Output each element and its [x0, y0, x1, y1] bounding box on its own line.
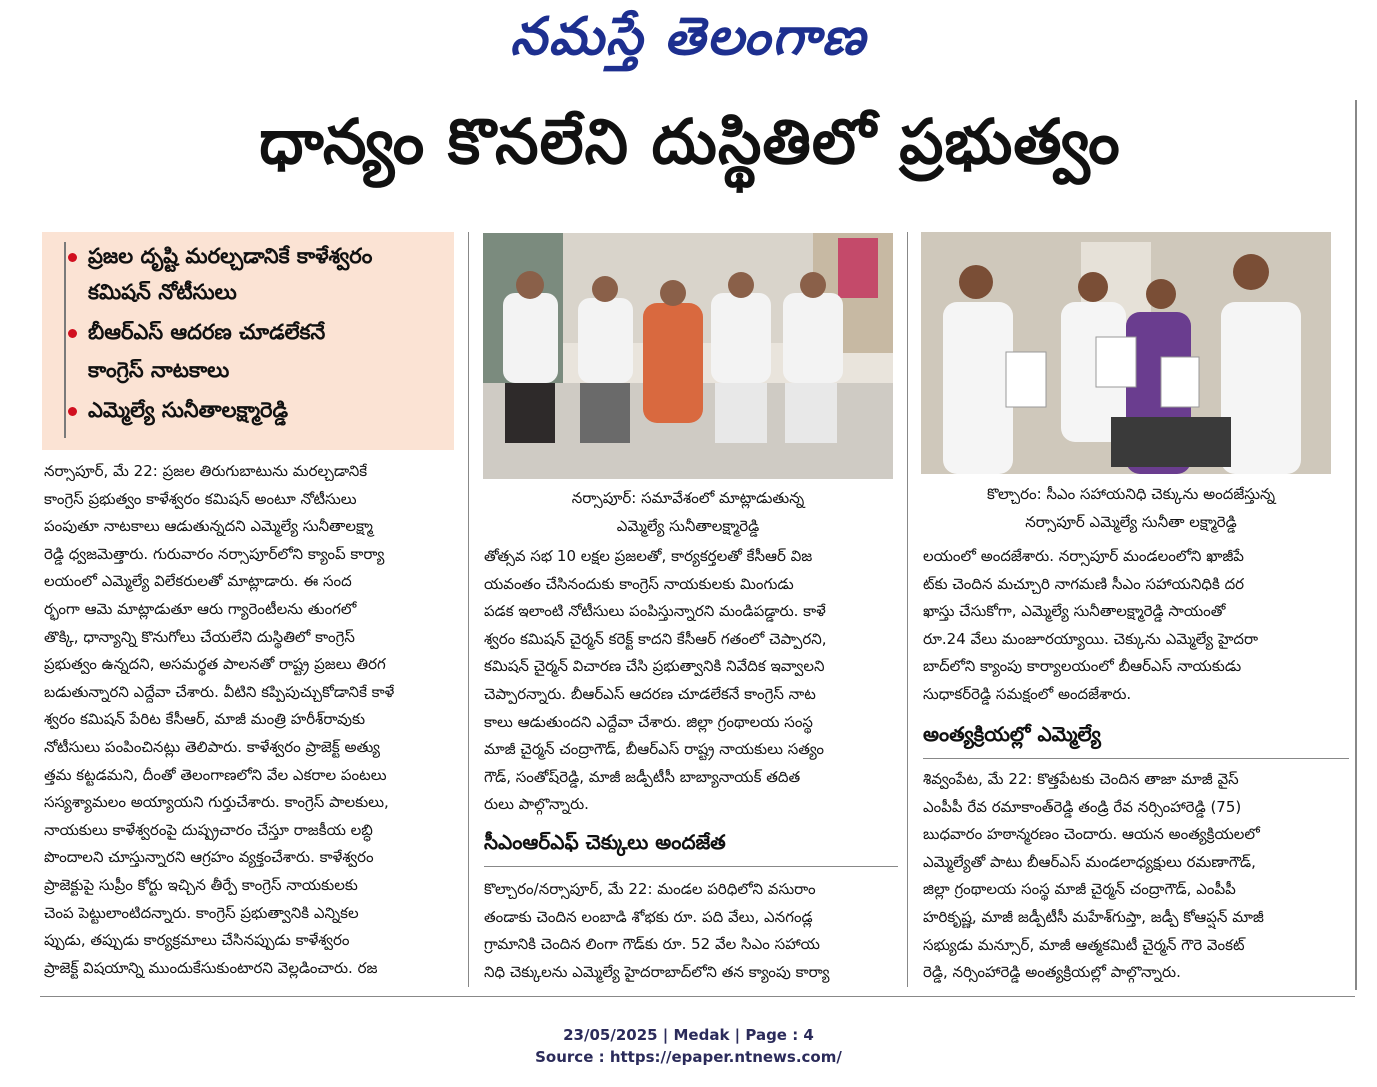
text-line: రెడ్డి, నర్సింహారెడ్డి అంత్యక్రియల్లో పాల్గొన్నారు. [923, 963, 1181, 982]
highlights-divider [64, 242, 66, 438]
footer-source: Source : https://epaper.ntnews.com/ [535, 1048, 842, 1066]
text-line: ప్రాజెక్ట్ విషయాన్ని ముందుకేసుకుంటారని వెల్లడించారు. రజ [44, 958, 378, 977]
page-cut-rule [40, 996, 1355, 997]
text-line: గ్రామానికి చెందిన లింగా గౌడ్‌కు రూ. 52 వేల సిఎం సహాయ [484, 935, 820, 954]
highlight-text: కాంగ్రెస్ నాటకాలు [88, 358, 230, 382]
text-line: నోటీసులు పంపించినట్లు తెలిపారు. కాళేశ్వరం ప్రాజెక్ట్ అత్యు [44, 737, 381, 756]
text-line: పడక ఇలాంటి నోటీసులు పంపిస్తున్నారని మండిపడ్డారు. కాళే [484, 602, 826, 621]
bullet-icon [68, 407, 77, 416]
text-line: త్తమ కట్టడమని, దీంతో తెలంగాణలోని వేల ఎకరాల పంటలు [44, 765, 387, 784]
subhead-funeral: అంత్యక్రియల్లో ఎమ్మెల్యే [923, 722, 1101, 746]
text-line: తొక్కి, ధాన్యాన్ని కొనుగోలు చేయలేని దుస్థితిలో కాంగ్రెస్ [44, 627, 355, 646]
article-column-3b [923, 766, 1349, 990]
highlight-item [88, 392, 288, 428]
highlight-text: ఎమ్మెల్యే సునీతాలక్ష్మారెడ్డి [88, 398, 289, 422]
highlight-text: బీఆర్ఎస్ ఆదరణ చూడలేకనే [88, 320, 326, 344]
text-line: పంపుతూ నాటకాలు ఆడుతున్నదని ఎమ్మెల్యే సునీతాలక్ష్మా [44, 517, 373, 536]
meeting-photo [483, 233, 893, 479]
meeting-photo-illustration [483, 233, 893, 479]
subhead-rule [923, 758, 1349, 759]
highlight-item [88, 352, 229, 388]
footer-date-edition: 23/05/2025 | Medak | Page : 4 [563, 1026, 814, 1044]
caption-line: ఎమ్మెల్యే సునీతాలక్ష్మారెడ్డి [616, 517, 760, 535]
text-line: శివ్వంపేట, మే 22: కొత్తపేటకు చెందిన తాజా మాజీ వైస్ [923, 770, 1239, 788]
text-line: సస్యశ్యామలం అయ్యాయని గుర్తుచేశారు. కాంగ్రెస్ పాలకులు, [44, 793, 389, 812]
article-column-1 [44, 458, 460, 986]
highlight-item [88, 238, 372, 274]
caption-line: నర్సాపూర్: సమావేశంలో మాట్లాడుతున్న [571, 489, 805, 507]
text-line: రులు పాల్గొన్నారు. [484, 795, 589, 814]
text-line: ప్రాజెక్టుపై సుప్రీం కోర్టు ఇచ్చిన తీర్పే కాంగ్రెస్ నాయకులకు [44, 875, 358, 894]
subhead-cmrf: సీఎంఆర్ఎఫ్ చెక్కులు అందజేత [484, 830, 726, 854]
text-line: ఖాస్తు చేసుకోగా, ఎమ్మెల్యే సునీతాలక్ష్మారెడ్డి సాయంతో [923, 602, 1226, 621]
text-line: సభ్యుడు మన్సూర్, మాజీ ఆత్మకమిటీ చైర్మన్ గౌరె వెంకట్ [923, 935, 1245, 954]
text-line: బడుతున్నారని ఎద్దేవా చేశారు. వీటిని కప్పిపుచ్చుకోడానికే కాళే [44, 682, 395, 701]
text-line: కాంగ్రెస్ ప్రభుత్వం కాళేశ్వరం కమిషన్ అంటూ నోటీసులు [44, 489, 357, 508]
text-line: తోత్సవ సభ 10 లక్షల ప్రజలతో, కార్యకర్తలతో కేసీఆర్ విజ [484, 547, 813, 565]
text-line: శ్వరం కమిషన్ పేరిట కేసీఆర్, మాజీ మంత్రి హరీశ్‌రావుకు [44, 710, 366, 729]
column-divider [468, 232, 469, 987]
highlight-text: ప్రజల దృష్టి మరల్చడానికే కాళేశ్వరం [88, 244, 373, 268]
text-line: యవంతం చేసినందుకు కాంగ్రెస్ నాయకులకు మింగుడు [484, 574, 794, 593]
masthead-logo: నమస్తే తెలంగాణ [510, 6, 867, 67]
article-column-3a [923, 543, 1349, 711]
text-line: సుధాకర్‌రెడ్డి సమక్షంలో అందజేశారు. [923, 684, 1132, 703]
highlight-item [88, 274, 237, 310]
text-line: ప్రభుత్వం ఉన్నదని, అసమర్థత పాలనతో రాష్ట్ర ప్రజలు తిరగ [44, 655, 386, 674]
text-line: కాలు ఆడుతుందని ఎద్దేవా చేశారు. జిల్లా గ్రంథాలయ సంస్థ [484, 712, 813, 731]
headline: ధాన్యం కొనలేని దుస్థితిలో ప్రభుత్వం [259, 105, 1121, 178]
text-line: కమిషన్ చైర్మన్ విచారణ చేసి ప్రభుత్వానికి నివేదిక ఇవ్వాలని [484, 657, 825, 676]
bullet-icon [68, 329, 77, 338]
text-line: నిధి చెక్కులను ఎమ్మెల్యే హైదరాబాద్‌లోని తన క్యాంపు కార్యా [484, 962, 830, 981]
text-line: నర్సాపూర్, మే 22: ప్రజల తిరుగుబాటును మరల్చడానికే [44, 462, 368, 480]
text-line: పొందాలని చూస్తున్నారని ఆగ్రహం వ్యక్తంచేశారు. కాళేశ్వరం [44, 848, 374, 867]
text-line: లయంలో అందజేశారు. నర్సాపూర్ మండలంలోని ఖాజీపే [923, 547, 1244, 565]
bullet-icon [68, 253, 77, 262]
cheque-photo-illustration [921, 232, 1331, 474]
cheque-photo [921, 232, 1331, 474]
highlight-text: కమిషన్ నోటీసులు [88, 280, 237, 304]
column-divider [907, 232, 908, 987]
cheque-photo-caption [921, 480, 1341, 536]
text-line: రెడ్డి ధ్వజమెత్తారు. గురువారం నర్సాపూర్‌లోని క్యాంప్ కార్యా [44, 544, 385, 563]
text-line: గౌడ్, సంతోష్‌రెడ్డి, మాజీ జడ్పీటీసీ బాబ్యానాయక్ తదిత [484, 767, 801, 786]
article-column-2b [484, 876, 898, 988]
text-line: బుధవారం హఠాన్మరణం చెందారు. ఆయన అంత్యక్రియలలో [923, 825, 1260, 844]
text-line: నాయకులు కాళేశ్వరంపై దుష్ప్రచారం చేస్తూ రాజకీయ లబ్ధి [44, 820, 373, 839]
article-column-2a [484, 543, 898, 823]
text-line: తండాకు చెందిన లంబాడి శోభకు రూ. పది వేలు, ఎనగండ్ల [484, 907, 813, 926]
text-line: ఎంపీపీ రేవ రమాకాంత్‌రెడ్డి తండ్రి రేవ నర్సింహారెడ్డి (75) [923, 797, 1242, 816]
highlight-item [88, 314, 325, 350]
text-line: లయంలో ఎమ్మెల్యే విలేకరులతో మాట్లాడారు. ఈ సంద [44, 572, 352, 591]
text-line: ర్భంగా ఆమె మాట్లాడుతూ ఆరు గ్యారెంటీలను తుంగలో [44, 599, 357, 618]
meeting-photo-caption [483, 484, 893, 540]
text-line: శ్వరం కమిషన్ చైర్మన్ కరెక్ట్ కాదని కేసీఆర్ గతంలో చెప్పారని, [484, 629, 827, 648]
text-line: హరికృష్ణ, మాజీ జడ్పీటీసీ మహేశ్‌గుప్తా, జడ్పీ కోఆప్షన్ మాజీ [923, 907, 1264, 926]
subhead-rule [484, 866, 898, 867]
text-line: జిల్లా గ్రంథాలయ సంస్థ మాజీ చైర్మన్ చంద్రాగౌడ్, ఎంపీపీ [923, 880, 1236, 899]
text-line: ఎమ్మెల్యేతో పాటు బీఆర్ఎస్ మండలాధ్యక్షులు రమణాగౌడ్, [923, 852, 1256, 871]
text-line: బాద్‌లోని క్యాంపు కార్యాలయంలో బీఆర్ఎస్ నాయకుడు [923, 657, 1242, 676]
text-line: ప్పుడు, తప్పుడు కార్యక్రమాలు చేసినప్పుడు కాళేశ్వరం [44, 931, 350, 950]
text-line: చెంప పెట్టులాంటిదన్నారు. కాంగ్రెస్ ప్రభుత్వానికి ఎన్నికల [44, 903, 359, 922]
text-line: ట్‌కు చెందిన మచ్చూరి నాగమణి సీఎం సహాయనిధికి దర [923, 574, 1245, 593]
right-page-border [1355, 100, 1357, 990]
text-line: చెప్పారన్నారు. బీఆర్ఎస్ ఆదరణ చూడలేకనే కాంగ్రెస్ నాట [484, 684, 816, 703]
highlights-box [42, 232, 454, 450]
text-line: మాజీ చైర్మన్ చంద్రాగౌడ్, బీఆర్ఎస్ రాష్ట్ర నాయకులు సత్యం [484, 740, 824, 759]
caption-line: నర్సాపూర్ ఎమ్మెల్యే సునీతా లక్ష్మారెడ్డి [1025, 513, 1237, 531]
text-line: కొల్చారం/నర్సాపూర్, మే 22: మండల పరిధిలోని వసురాం [484, 880, 816, 898]
text-line: రూ.24 వేలు మంజూరయ్యాయి. చెక్కును ఎమ్మెల్యే హైదరా [923, 629, 1259, 648]
caption-line: కొల్చారం: సీఎం సహాయనిధి చెక్కును అందజేస్తున్న [986, 485, 1276, 503]
